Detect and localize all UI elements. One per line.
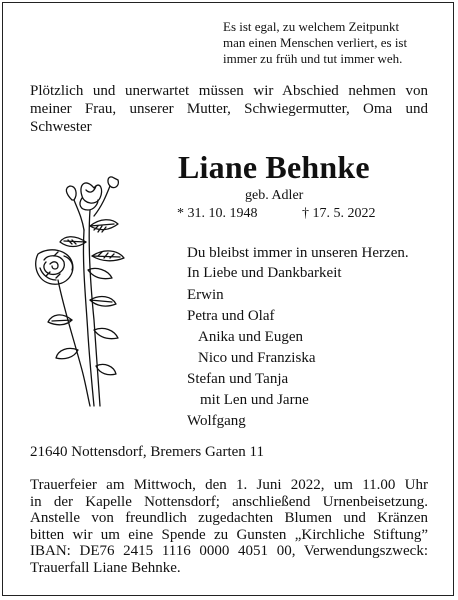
mourner: Wolfgang	[187, 413, 246, 429]
mourner: Anika und Eugen	[198, 329, 303, 345]
motto-line: man einen Menschen verliert, es ist	[223, 35, 408, 50]
funeral-details	[30, 477, 428, 576]
mourners-list	[187, 285, 315, 432]
motto-quote	[223, 19, 435, 67]
birth-date: * 31. 10. 1948	[177, 206, 258, 221]
details-line: Anstelle von freundlich zugedachten Blumen und Kränzen	[30, 510, 428, 526]
mourner: Nico und Franziska	[198, 350, 316, 366]
mourner: Stefan und Tanja	[187, 371, 289, 387]
details-line: bitten wir um eine Spende zu Gunsten „Kirchliche Stiftung”	[30, 526, 428, 543]
verse-line: Du bleibst immer in unseren Herzen.	[187, 245, 409, 261]
death-date: † 17. 5. 2022	[302, 206, 376, 221]
mourner: mit Len und Jarne	[200, 392, 309, 408]
motto-line: Es ist egal, zu welchem Zeitpunkt	[223, 19, 400, 34]
details-line: Trauerfall Liane Behnke.	[30, 559, 181, 576]
intro-line: Schwester	[30, 119, 92, 135]
intro-text	[30, 82, 428, 136]
verse-text	[187, 243, 409, 283]
details-line: IBAN: DE76 2415 1116 0000 4051 00, Verwendungszweck:	[30, 543, 428, 559]
mourner: Petra und Olaf	[187, 308, 275, 324]
deceased-name: Liane Behnke	[178, 149, 370, 185]
details-line: in der Kapelle Nottensdorf; anschließend Urnenbeisetzung.	[30, 493, 428, 510]
mourner: Erwin	[187, 287, 224, 303]
birth-name: geb. Adler	[245, 188, 304, 203]
family-address: 21640 Nottensdorf, Bremers Garten 11	[30, 444, 264, 460]
intro-line: meiner Frau, unserer Mutter, Schwiegermutter, Oma und	[30, 101, 428, 117]
details-line: Trauerfeier am Mittwoch, den 1. Juni 2022, um 11.00 Uhr	[30, 477, 428, 493]
intro-line: Plötzlich und unerwartet müssen wir Abschied nehmen von	[30, 83, 428, 99]
rose-illustration-icon	[24, 170, 134, 410]
motto-line: immer zu früh und tut immer weh.	[223, 51, 403, 66]
verse-line: In Liebe und Dankbarkeit	[187, 265, 342, 281]
